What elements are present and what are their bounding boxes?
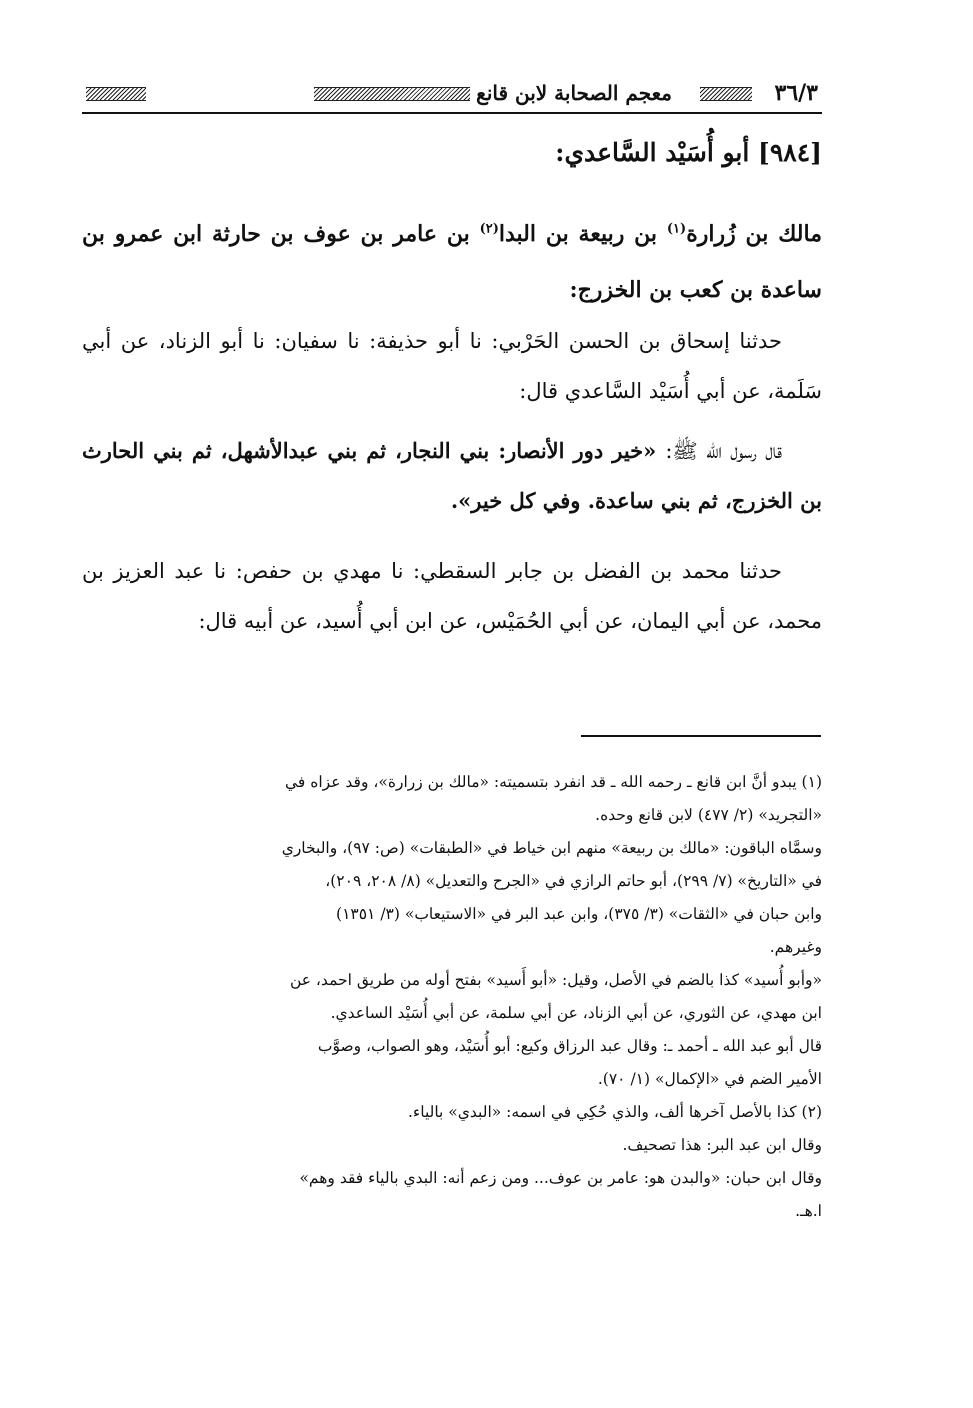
page-header <box>82 78 822 108</box>
footnote-1-line: وسمَّاه الباقون: «مالك بن ربيعة» منهم ابن خياط في «الطبقات» (ص: ٩٧)، والبخاري <box>281 839 822 857</box>
header-rule <box>82 112 822 114</box>
footnote-ref-1[interactable]: (١) <box>666 221 687 237</box>
header-ornament-right <box>700 87 752 101</box>
footnote-2-line: ا.هـ. <box>795 1202 822 1220</box>
footnote-1-line: الأمير الضم في «الإكمال» (١/ ٧٠). <box>597 1070 822 1088</box>
isnad-1-text: حدثنا إسحاق بن الحسن الحَرْبي: نا أبو حذيفة: نا سفيان: نا أبو الزناد، عن أبي سَلَمة، عن أبي أُسَيْد السَّاعدي قال: <box>82 329 822 403</box>
footnote-1-line: قال أبو عبد الله ـ أحمد ـ: وقال عبد الرزاق وكيع: أبو أُسَيْد، وهو الصواب، وصوَّب <box>317 1037 822 1055</box>
footnote-1-line: ابن مهدي، عن الثوري، عن أبي الزناد، عن أبي سلمة، عن أبي أُسَيْد الساعدي. <box>330 1004 822 1022</box>
footnote-2-line: (٢) كذا بالأصل آخرها ألف، والذي حُكِي في اسمه: «البدي» بالياء. <box>408 1103 822 1121</box>
isnad-2-text: حدثنا محمد بن الفضل بن جابر السقطي: نا مهدي بن حفص: نا عبد العزيز بن محمد، عن أبي اليمان، عن أبي الحُمَيْس، عن ابن أبي أُسيد، عن أبيه قال: <box>82 559 822 633</box>
footnote-1-line: «التجريد» (٢/ ٤٧٧) لابن قانع وحده. <box>595 806 822 824</box>
footnote-ref-2[interactable]: (٢) <box>479 221 499 237</box>
lineage-part-1: مالك بن زُرارة <box>686 221 822 247</box>
hadith-text: «خير دور الأنصار: بني النجار، ثم بني عبدالأشهل، ثم بني الحارث بن الخزرج، ثم بني ساعدة. وفي كل خير». <box>82 438 822 513</box>
isnad-paragraph-2 <box>82 546 822 646</box>
header-ornament-middle <box>314 87 470 101</box>
footnote-1-line: في «التاريخ» (٧/ ٢٩٩)، أبو حاتم الرازي في «الجرح والتعديل» (٨/ ٢٠٨، ٢٠٩)، <box>325 872 822 890</box>
page-number: ٣٦/٣ <box>774 80 818 106</box>
header-ornament-left <box>86 87 146 101</box>
lineage-part-3: بن عامر بن عوف بن حارثة ابن عمرو بن ساعدة بن كعب بن الخزرج: <box>82 221 822 303</box>
footnote-2 <box>82 1096 822 1228</box>
footnote-2-line: وقال ابن حبان: «والبدن هو: عامر بن عوف... ومن زعم أنه: البدي بالياء فقد وهم» <box>299 1169 822 1187</box>
hadith-paragraph <box>82 426 822 526</box>
footnote-1-line: وابن حبان في «الثقات» (٣/ ٣٧٥)، وابن عبد البر في «الاستيعاب» (٣/ ١٣٥١) <box>336 905 822 923</box>
footnote-separator <box>581 735 821 737</box>
footnote-1-line: «وأبو أُسيد» كذا بالضم في الأصل، وقيل: «أبو أَسيد» بفتح أوله من طريق احمد، عن <box>289 971 822 989</box>
entry-title: [٩٨٤] أبو أُسَيْد السَّاعدي: <box>555 138 822 167</box>
entry-lineage <box>82 206 822 318</box>
lineage-part-2: بن ربيعة بن البدا <box>498 221 667 247</box>
footnotes <box>82 766 822 1228</box>
isnad-paragraph-1 <box>82 316 822 416</box>
running-title: معجم الصحابة لابن قانع <box>476 81 672 105</box>
footnote-1-line: وغيرهم. <box>769 938 822 956</box>
footnote-2-line: وقال ابن عبد البر: هذا تصحيف. <box>622 1136 822 1154</box>
hadith-intro: قال رسول الله ﷺ: <box>665 439 783 463</box>
footnote-1-line: (١) يبدو أنَّ ابن قانع ـ رحمه الله ـ قد انفرد بتسميته: «مالك بن زرارة»، وقد عزاه في <box>285 773 822 791</box>
footnote-1 <box>82 766 822 1096</box>
